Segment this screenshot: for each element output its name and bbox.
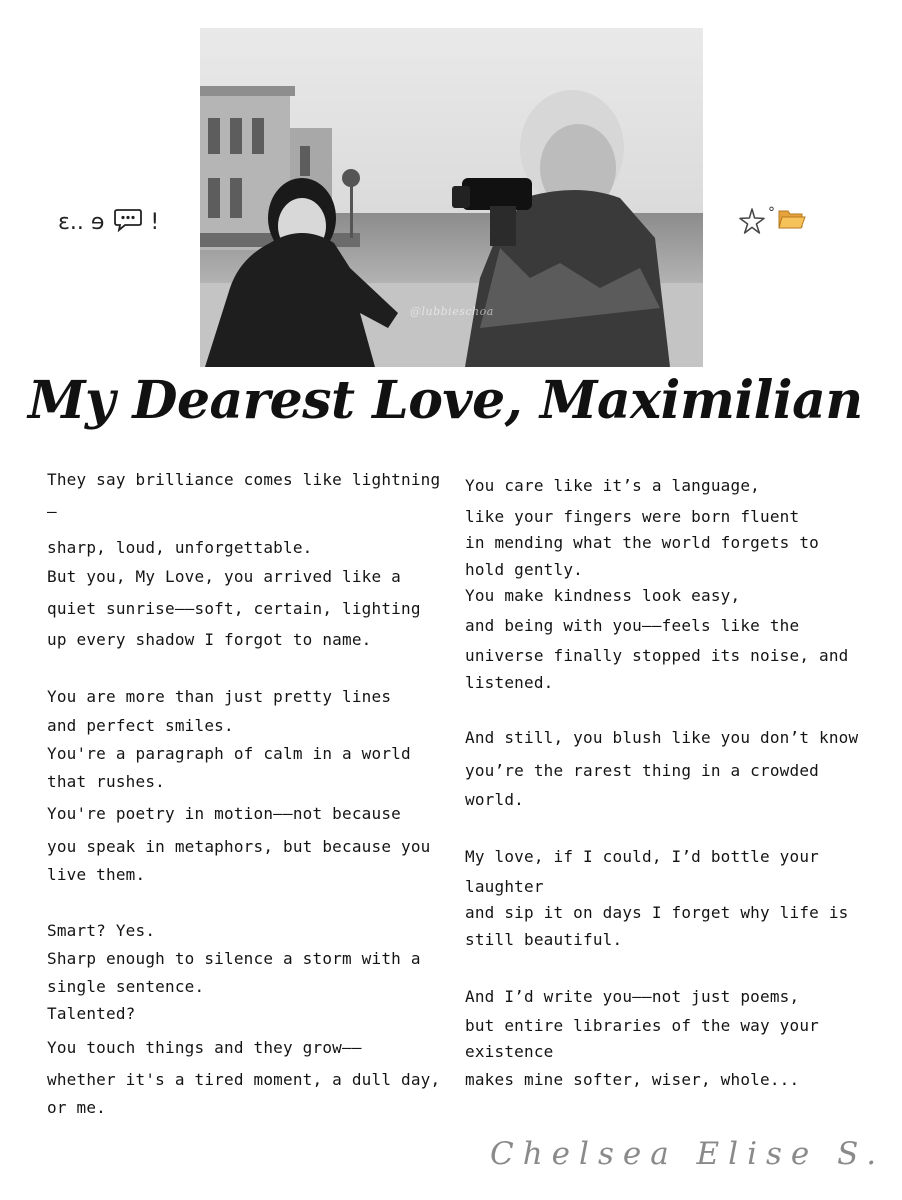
photo-watermark: @lubbieschoa bbox=[410, 305, 494, 318]
poem-line: still beautiful. bbox=[465, 930, 623, 949]
poem-line: single sentence. bbox=[47, 977, 205, 996]
poem-line: you speak in metaphors, but because you bbox=[47, 837, 431, 856]
starfish-icon bbox=[738, 207, 766, 239]
degree-symbol: ° bbox=[768, 205, 775, 221]
decorative-symbols-right bbox=[738, 207, 807, 239]
poem-line: universe finally stopped its noise, and bbox=[465, 646, 849, 665]
poem-line: existence bbox=[465, 1042, 554, 1061]
poem-line: but entire libraries of the way your bbox=[465, 1016, 819, 1035]
poem-line: Smart? Yes. bbox=[47, 921, 156, 940]
poem-line: that rushes. bbox=[47, 772, 165, 791]
poem-line: you’re the rarest thing in a crowded bbox=[465, 761, 819, 780]
poem-line: And I’d write you——not just poems, bbox=[465, 987, 800, 1006]
author-signature: Chelsea Elise S. bbox=[490, 1136, 886, 1172]
poem-line: or me. bbox=[47, 1098, 106, 1117]
poem-line: live them. bbox=[47, 865, 146, 884]
poem-line: listened. bbox=[465, 673, 554, 692]
poem-line: You touch things and they grow—— bbox=[47, 1038, 362, 1057]
poem-line: like your fingers were born fluent bbox=[465, 507, 800, 526]
poem-line: But you, My Love, you arrived like a bbox=[47, 567, 401, 586]
poem-line: hold gently. bbox=[465, 560, 583, 579]
poem-line: and perfect smiles. bbox=[47, 716, 234, 735]
poem-line: You're a paragraph of calm in a world bbox=[47, 744, 411, 763]
decorative-symbols-left bbox=[58, 207, 159, 239]
poem-line: You care like it’s a language, bbox=[465, 476, 760, 495]
speech-bubble-icon bbox=[113, 207, 143, 239]
poem-line: And still, you blush like you don’t know bbox=[465, 728, 859, 747]
poem-line: whether it's a tired moment, a dull day, bbox=[47, 1070, 441, 1089]
decorative-text: ɛ.. ɘ bbox=[58, 210, 105, 235]
poem-line: You make kindness look easy, bbox=[465, 586, 741, 605]
poem-line: Talented? bbox=[47, 1004, 136, 1023]
poem-line: sharp, loud, unforgettable. bbox=[47, 538, 313, 557]
poem-line: They say brilliance comes like lightning bbox=[47, 470, 441, 489]
exclamation-mark: ! bbox=[150, 210, 160, 235]
poem-line: laughter bbox=[465, 877, 544, 896]
poem-line: You are more than just pretty lines bbox=[47, 687, 392, 706]
poem-line: makes mine softer, wiser, whole... bbox=[465, 1070, 800, 1089]
poem-line: Sharp enough to silence a storm with a bbox=[47, 949, 421, 968]
poem-line: in mending what the world forgets to bbox=[465, 533, 819, 552]
poem-line: — bbox=[47, 502, 57, 521]
poem-line: and being with you——feels like the bbox=[465, 616, 800, 635]
poem-line: quiet sunrise——soft, certain, lighting bbox=[47, 599, 421, 618]
poem-line: up every shadow I forgot to name. bbox=[47, 630, 372, 649]
poem-line: You're poetry in motion——not because bbox=[47, 804, 401, 823]
poem-line: world. bbox=[465, 790, 524, 809]
poem-line: and sip it on days I forget why life is bbox=[465, 903, 849, 922]
poem-line: My love, if I could, I’d bottle your bbox=[465, 847, 819, 866]
open-folder-icon bbox=[777, 207, 807, 235]
page-title: My Dearest Love, Maximilian bbox=[28, 370, 863, 431]
